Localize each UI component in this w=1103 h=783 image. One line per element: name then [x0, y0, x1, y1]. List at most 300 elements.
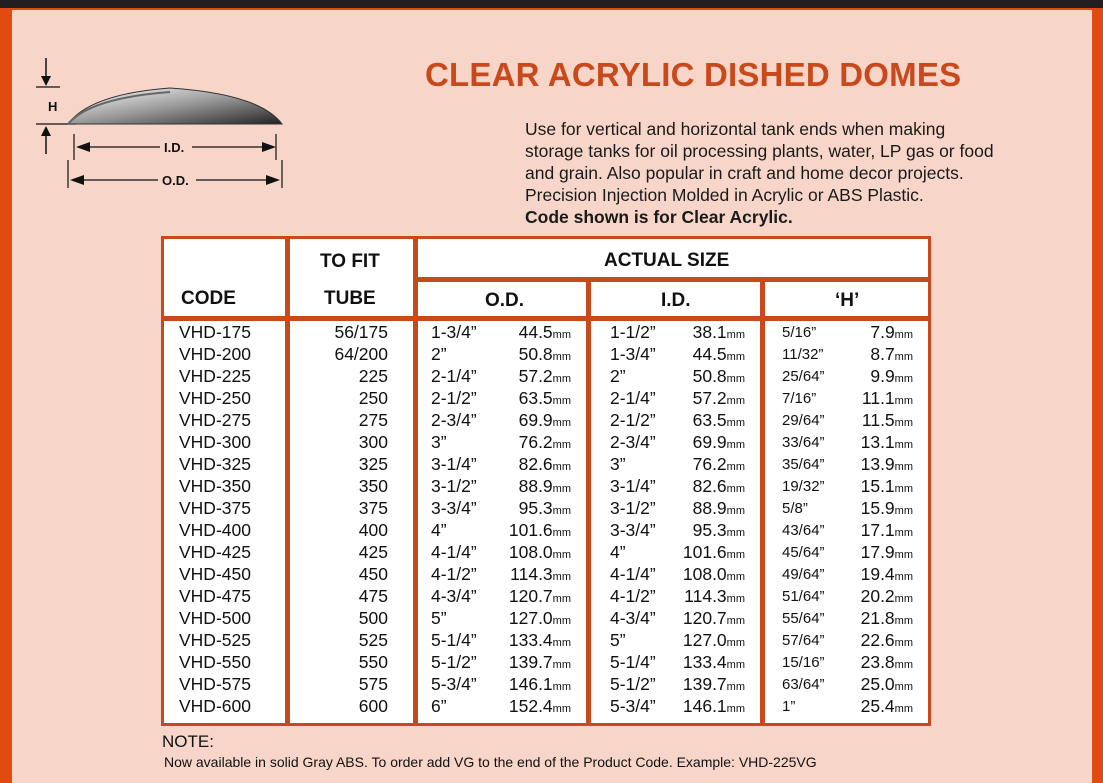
- h-inch-cell-value: 43/64”: [782, 522, 825, 539]
- unit-label: mm: [894, 527, 913, 539]
- id-inch-cell: [610, 432, 656, 453]
- id-inch-cell-value: 5-3/4”: [610, 696, 656, 716]
- code-cell-value: VHD-450: [179, 564, 251, 584]
- id-mm-cell: [693, 344, 745, 365]
- code-cell: [179, 696, 251, 717]
- header-to-fit: TO FIT: [320, 251, 380, 272]
- id-mm-cell: [683, 674, 745, 695]
- id-mm-cell-value: 139.7: [682, 674, 727, 694]
- unit-label: mm: [894, 593, 913, 605]
- od-inch-cell: [431, 586, 477, 607]
- h-mm-cell: [861, 498, 913, 519]
- tube-cell: [359, 542, 388, 563]
- tube-cell: [359, 564, 388, 585]
- od-mm-cell-value: 57.2: [518, 366, 553, 386]
- od-mm-cell-value: 50.8: [518, 344, 553, 364]
- table-row: [164, 586, 928, 608]
- od-mm-cell: [509, 586, 571, 607]
- id-dimension-label: I.D.: [164, 140, 185, 155]
- unit-label: mm: [726, 351, 745, 363]
- od-inch-cell: [431, 652, 477, 673]
- dome-shape: [68, 88, 282, 124]
- unit-label: mm: [726, 329, 745, 341]
- header-cell-tofit: [290, 239, 413, 316]
- id-mm-cell-value: 76.2: [692, 454, 727, 474]
- code-cell: [179, 388, 251, 409]
- h-inch-cell: [782, 324, 816, 341]
- id-mm-cell-value: 114.3: [684, 586, 727, 606]
- h-dimension-label: H: [48, 99, 58, 114]
- header-cell-code: [164, 239, 285, 316]
- id-inch-cell: [610, 674, 656, 695]
- h-inch-cell: [782, 500, 808, 517]
- unit-label: mm: [894, 395, 913, 407]
- h-mm-cell-value: 23.8: [860, 652, 895, 672]
- od-inch-cell: [431, 388, 477, 409]
- h-mm-cell-value: 11.5: [861, 410, 895, 430]
- id-inch-cell: [610, 630, 626, 651]
- od-inch-cell-value: 4-1/4”: [431, 542, 477, 562]
- description-line: Precision Injection Molded in Acrylic or ABS Plastic.: [525, 185, 924, 205]
- header-cell-actual-size: [418, 239, 928, 277]
- unit-label: mm: [726, 549, 745, 561]
- code-cell-value: VHD-400: [179, 520, 251, 540]
- id-inch-cell: [610, 322, 656, 343]
- header-tube: TUBE: [324, 288, 376, 309]
- id-inch-cell-value: 1-3/4”: [610, 344, 656, 364]
- code-cell-value: VHD-350: [179, 476, 251, 496]
- tube-cell: [359, 410, 388, 431]
- h-inch-cell-value: 29/64”: [782, 412, 825, 429]
- tube-cell-value: 425: [358, 542, 388, 562]
- id-mm-cell-value: 133.4: [682, 652, 727, 672]
- h-mm-cell-value: 13.1: [860, 432, 895, 452]
- od-dimension-label: O.D.: [162, 173, 189, 188]
- header-code: CODE: [181, 288, 236, 309]
- unit-label: mm: [894, 615, 913, 627]
- code-cell: [179, 674, 251, 695]
- id-mm-cell: [683, 542, 745, 563]
- tube-cell-value: 350: [358, 476, 388, 496]
- id-inch-cell-value: 2-1/2”: [610, 410, 656, 430]
- h-mm-cell-value: 25.0: [860, 674, 895, 694]
- id-inch-cell: [610, 454, 626, 475]
- od-inch-cell-value: 6”: [431, 696, 447, 716]
- od-mm-cell-value: 95.3: [518, 498, 553, 518]
- id-mm-cell-value: 63.5: [692, 410, 727, 430]
- od-inch-cell: [431, 454, 477, 475]
- h-inch-cell: [782, 588, 825, 605]
- code-cell: [179, 454, 251, 475]
- code-cell: [179, 564, 251, 585]
- h-inch-cell-value: 35/64”: [782, 456, 825, 473]
- h-mm-cell: [861, 674, 913, 695]
- unit-label: mm: [894, 659, 913, 671]
- tube-cell: [359, 432, 388, 453]
- od-inch-cell: [431, 696, 447, 717]
- unit-label: mm: [726, 439, 745, 451]
- id-mm-cell: [683, 696, 745, 717]
- tube-cell-value: 64/200: [334, 344, 388, 364]
- id-mm-cell-value: 82.6: [692, 476, 727, 496]
- unit-label: mm: [552, 417, 571, 429]
- code-cell-value: VHD-300: [179, 432, 251, 452]
- h-mm-cell-value: 13.9: [860, 454, 895, 474]
- id-inch-cell: [610, 652, 656, 673]
- unit-label: mm: [726, 571, 745, 583]
- tube-cell-value: 400: [358, 520, 388, 540]
- h-inch-cell-value: 55/64”: [782, 610, 825, 627]
- h-inch-cell: [782, 676, 825, 693]
- h-mm-cell-value: 25.4: [860, 696, 895, 716]
- od-mm-cell: [519, 388, 571, 409]
- tube-cell: [359, 652, 388, 673]
- h-mm-cell: [870, 366, 913, 387]
- code-cell-value: VHD-325: [179, 454, 251, 474]
- id-mm-cell: [693, 476, 745, 497]
- h-mm-cell-value: 19.4: [860, 564, 895, 584]
- table-row: [164, 388, 928, 410]
- tube-cell: [334, 344, 388, 365]
- od-inch-cell-value: 4-1/2”: [431, 564, 477, 584]
- tube-cell-value: 525: [358, 630, 388, 650]
- unit-label: mm: [894, 461, 913, 473]
- od-mm-cell: [519, 322, 571, 343]
- unit-label: mm: [552, 483, 571, 495]
- id-inch-cell: [610, 520, 656, 541]
- id-inch-cell: [610, 696, 656, 717]
- table-row: [164, 674, 928, 696]
- table-row: [164, 432, 928, 454]
- id-inch-cell: [610, 564, 656, 585]
- od-mm-cell: [519, 344, 571, 365]
- h-mm-cell-value: 7.9: [870, 322, 895, 342]
- code-cell: [179, 586, 251, 607]
- table-row: [164, 520, 928, 542]
- code-cell: [179, 366, 251, 387]
- table-row: [164, 652, 928, 674]
- description-line: and grain. Also popular in craft and home decor projects.: [525, 163, 964, 183]
- od-mm-cell-value: 88.9: [518, 476, 553, 496]
- code-cell-value: VHD-425: [179, 542, 251, 562]
- h-mm-cell: [861, 542, 913, 563]
- unit-label: mm: [552, 681, 571, 693]
- h-mm-cell-value: 22.6: [860, 630, 895, 650]
- code-cell-value: VHD-575: [179, 674, 251, 694]
- tube-cell: [359, 674, 388, 695]
- id-inch-cell: [610, 476, 656, 497]
- h-inch-cell: [782, 544, 825, 561]
- od-mm-cell-value: 69.9: [518, 410, 553, 430]
- table-row: [164, 454, 928, 476]
- table-row: [164, 322, 928, 344]
- od-mm-cell-value: 101.6: [508, 520, 553, 540]
- code-cell-value: VHD-175: [179, 322, 251, 342]
- od-inch-cell: [431, 674, 477, 695]
- od-inch-cell-value: 5-1/2”: [431, 652, 477, 672]
- id-mm-cell: [693, 454, 745, 475]
- code-cell-value: VHD-225: [179, 366, 251, 386]
- h-inch-cell-value: 7/16”: [782, 390, 817, 407]
- h-inch-cell: [782, 412, 825, 429]
- tube-cell-value: 300: [358, 432, 388, 452]
- od-inch-cell-value: 3-3/4”: [431, 498, 477, 518]
- od-inch-cell-value: 2-3/4”: [431, 410, 477, 430]
- id-mm-cell-value: 101.6: [682, 542, 727, 562]
- od-mm-cell-value: 114.3: [510, 564, 553, 584]
- id-mm-cell: [693, 366, 745, 387]
- product-description: [525, 118, 1020, 228]
- code-cell: [179, 432, 251, 453]
- unit-label: mm: [726, 395, 745, 407]
- h-inch-cell-value: 51/64”: [782, 588, 825, 605]
- od-inch-cell-value: 4-3/4”: [431, 586, 477, 606]
- id-mm-cell-value: 44.5: [692, 344, 727, 364]
- id-mm-cell-value: 57.2: [692, 388, 727, 408]
- od-mm-cell: [519, 366, 571, 387]
- code-cell-value: VHD-275: [179, 410, 251, 430]
- od-inch-cell: [431, 630, 477, 651]
- od-mm-cell-value: 127.0: [508, 608, 553, 628]
- id-mm-cell: [684, 586, 745, 607]
- unit-label: mm: [552, 505, 571, 517]
- table-row: [164, 564, 928, 586]
- code-cell: [179, 652, 251, 673]
- od-mm-cell: [519, 498, 571, 519]
- od-inch-cell-value: 5”: [431, 608, 447, 628]
- code-cell-value: VHD-375: [179, 498, 251, 518]
- unit-label: mm: [726, 593, 745, 605]
- unit-label: mm: [726, 373, 745, 385]
- unit-label: mm: [894, 417, 913, 429]
- code-cell-value: VHD-250: [179, 388, 251, 408]
- id-inch-cell: [610, 498, 656, 519]
- id-mm-cell: [683, 630, 745, 651]
- unit-label: mm: [726, 527, 745, 539]
- h-inch-cell: [782, 654, 825, 671]
- tube-cell: [334, 322, 388, 343]
- id-mm-cell-value: 50.8: [692, 366, 727, 386]
- header-od: O.D.: [485, 290, 525, 311]
- h-mm-cell: [861, 520, 913, 541]
- od-inch-cell: [431, 344, 447, 365]
- h-mm-cell-value: 9.9: [870, 366, 895, 386]
- id-inch-cell-value: 2-1/4”: [610, 388, 656, 408]
- od-mm-cell: [509, 520, 571, 541]
- h-inch-cell-value: 5/16”: [782, 324, 817, 341]
- od-inch-cell-value: 5-3/4”: [431, 674, 477, 694]
- tube-cell: [359, 476, 388, 497]
- h-mm-cell: [862, 388, 913, 409]
- id-inch-cell: [610, 344, 656, 365]
- od-mm-cell: [510, 564, 571, 585]
- id-inch-cell: [610, 410, 656, 431]
- unit-label: mm: [552, 593, 571, 605]
- code-cell: [179, 410, 251, 431]
- od-mm-cell: [509, 696, 571, 717]
- unit-label: mm: [552, 571, 571, 583]
- id-inch-cell-value: 3-1/4”: [610, 476, 656, 496]
- id-inch-cell: [610, 388, 656, 409]
- id-inch-cell-value: 5-1/2”: [610, 674, 656, 694]
- unit-label: mm: [894, 549, 913, 561]
- unit-label: mm: [726, 637, 745, 649]
- unit-label: mm: [726, 417, 745, 429]
- unit-label: mm: [894, 681, 913, 693]
- id-mm-cell: [683, 608, 745, 629]
- od-inch-cell-value: 3-1/4”: [431, 454, 477, 474]
- h-inch-cell-value: 5/8”: [782, 500, 808, 517]
- unit-label: mm: [894, 505, 913, 517]
- code-cell-value: VHD-600: [179, 696, 251, 716]
- h-mm-cell: [870, 344, 913, 365]
- od-inch-cell: [431, 608, 447, 629]
- id-inch-cell-value: 2-3/4”: [610, 432, 656, 452]
- tube-cell: [359, 608, 388, 629]
- od-inch-cell: [431, 366, 477, 387]
- id-inch-cell-value: 4-3/4”: [610, 608, 656, 628]
- header-cell-id: [591, 282, 760, 316]
- id-mm-cell: [683, 652, 745, 673]
- id-inch-cell-value: 3-3/4”: [610, 520, 656, 540]
- od-mm-cell-value: 146.1: [508, 674, 553, 694]
- h-mm-cell: [861, 432, 913, 453]
- unit-label: mm: [726, 483, 745, 495]
- unit-label: mm: [552, 615, 571, 627]
- h-inch-cell-value: 33/64”: [782, 434, 825, 451]
- table-row: [164, 476, 928, 498]
- unit-label: mm: [894, 483, 913, 495]
- h-mm-cell-value: 21.8: [860, 608, 895, 628]
- h-mm-cell-value: 17.1: [860, 520, 895, 540]
- od-inch-cell: [431, 476, 477, 497]
- table-row: [164, 608, 928, 630]
- od-mm-cell: [509, 652, 571, 673]
- tube-cell-value: 575: [358, 674, 388, 694]
- od-inch-cell: [431, 410, 477, 431]
- id-inch-cell-value: 4”: [610, 542, 626, 562]
- od-inch-cell: [431, 498, 477, 519]
- od-mm-cell: [509, 674, 571, 695]
- id-mm-cell: [693, 498, 745, 519]
- code-cell: [179, 542, 251, 563]
- page-title: CLEAR ACRYLIC DISHED DOMES: [425, 56, 962, 93]
- id-inch-cell-value: 2”: [610, 366, 626, 386]
- id-inch-cell: [610, 366, 626, 387]
- od-mm-cell-value: 82.6: [518, 454, 553, 474]
- od-mm-cell-value: 133.4: [508, 630, 553, 650]
- code-cell: [179, 476, 251, 497]
- unit-label: mm: [726, 505, 745, 517]
- tube-cell-value: 550: [358, 652, 388, 672]
- h-mm-cell-value: 11.1: [861, 388, 895, 408]
- unit-label: mm: [552, 659, 571, 671]
- h-inch-cell: [782, 610, 825, 627]
- tube-cell: [359, 388, 388, 409]
- tube-cell-value: 225: [358, 366, 388, 386]
- unit-label: mm: [894, 703, 913, 715]
- od-mm-cell: [509, 608, 571, 629]
- od-inch-cell: [431, 520, 447, 541]
- id-inch-cell-value: 1-1/2”: [610, 322, 656, 342]
- unit-label: mm: [552, 703, 571, 715]
- id-mm-cell: [693, 432, 745, 453]
- od-mm-cell: [519, 454, 571, 475]
- tube-cell-value: 450: [358, 564, 388, 584]
- id-inch-cell: [610, 608, 656, 629]
- od-mm-cell-value: 120.7: [508, 586, 553, 606]
- od-inch-cell: [431, 322, 477, 343]
- h-mm-cell-value: 8.7: [870, 344, 895, 364]
- h-inch-cell-value: 1”: [782, 698, 796, 715]
- size-table: [161, 236, 931, 726]
- id-inch-cell-value: 5”: [610, 630, 626, 650]
- h-inch-cell: [782, 434, 825, 451]
- code-cell: [179, 322, 251, 343]
- h-inch-cell-value: 57/64”: [782, 632, 825, 649]
- tube-cell: [359, 366, 388, 387]
- unit-label: mm: [726, 659, 745, 671]
- unit-label: mm: [726, 615, 745, 627]
- header-actual-size: ACTUAL SIZE: [604, 250, 730, 271]
- h-inch-cell: [782, 456, 825, 473]
- tube-cell-value: 475: [358, 586, 388, 606]
- tube-cell-value: 56/175: [334, 322, 388, 342]
- table-row: [164, 630, 928, 652]
- h-inch-cell-value: 11/32”: [782, 346, 824, 363]
- note-text: Now available in solid Gray ABS. To order add VG to the end of the Product Code. Example: VHD-225VG: [164, 754, 817, 770]
- tube-cell: [359, 520, 388, 541]
- od-inch-cell-value: 4”: [431, 520, 447, 540]
- h-inch-cell: [782, 522, 825, 539]
- h-inch-cell: [782, 566, 825, 583]
- id-mm-cell: [693, 322, 745, 343]
- h-inch-cell: [782, 632, 825, 649]
- h-mm-cell-value: 15.1: [860, 476, 895, 496]
- code-cell-value: VHD-525: [179, 630, 251, 650]
- od-inch-cell-value: 1-3/4”: [431, 322, 477, 342]
- id-mm-cell-value: 146.1: [682, 696, 727, 716]
- header-cell-h: [765, 282, 928, 316]
- table-row: [164, 366, 928, 388]
- header-h: ‘H’: [835, 290, 860, 311]
- h-mm-cell: [870, 322, 913, 343]
- note-title: NOTE:: [162, 732, 214, 751]
- unit-label: mm: [552, 329, 571, 341]
- unit-label: mm: [552, 439, 571, 451]
- id-mm-cell: [693, 388, 745, 409]
- unit-label: mm: [552, 637, 571, 649]
- tube-cell: [359, 586, 388, 607]
- od-inch-cell-value: 2-1/4”: [431, 366, 477, 386]
- id-mm-cell-value: 120.7: [682, 608, 727, 628]
- od-inch-cell-value: 2”: [431, 344, 447, 364]
- id-mm-cell-value: 69.9: [692, 432, 727, 452]
- description-line: Use for vertical and horizontal tank ends when making: [525, 119, 946, 139]
- od-mm-cell-value: 152.4: [508, 696, 553, 716]
- dome-diagram: [30, 58, 300, 193]
- tube-cell: [359, 498, 388, 519]
- tube-cell-value: 250: [358, 388, 388, 408]
- h-inch-cell-value: 15/16”: [782, 654, 825, 671]
- id-inch-cell: [610, 542, 626, 563]
- od-inch-cell-value: 5-1/4”: [431, 630, 477, 650]
- id-mm-cell: [693, 520, 745, 541]
- unit-label: mm: [726, 703, 745, 715]
- code-cell-value: VHD-200: [179, 344, 251, 364]
- unit-label: mm: [552, 351, 571, 363]
- tube-cell: [359, 454, 388, 475]
